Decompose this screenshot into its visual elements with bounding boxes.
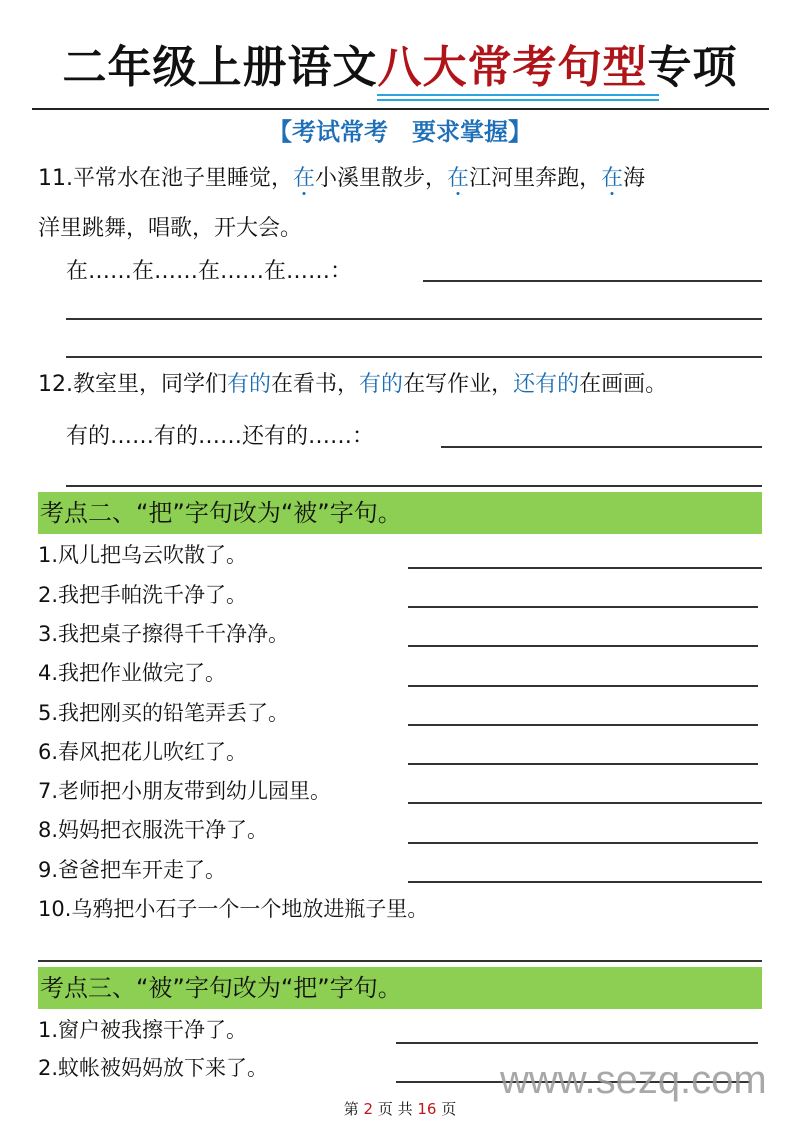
emphasis-word: 还有的 — [513, 372, 580, 397]
answer-line[interactable] — [66, 485, 762, 487]
section-2-header: 考点二、“把”字句改为“被”字句。 — [38, 492, 762, 534]
title-prefix: 二年级上册语文 — [62, 42, 378, 93]
answer-line[interactable] — [396, 1042, 758, 1044]
section-3-item-1: 1.窗户被我擦干净了。 — [38, 1018, 248, 1042]
title-double-underline — [377, 94, 659, 101]
footer-text: 页 — [441, 1100, 457, 1118]
answer-line[interactable] — [66, 318, 762, 320]
answer-line[interactable] — [408, 606, 758, 608]
answer-line[interactable] — [408, 567, 762, 569]
answer-line[interactable] — [408, 645, 758, 647]
emphasis-dot-icon — [611, 192, 614, 195]
section-2-item-4: 4.我把作业做完了。 — [38, 661, 227, 685]
answer-line[interactable] — [66, 356, 762, 358]
answer-line[interactable] — [408, 724, 758, 726]
answer-line[interactable] — [408, 763, 758, 765]
watermark: www.sezq.com — [500, 1058, 767, 1102]
question-number: 11. — [38, 166, 73, 191]
text: 在看书， — [271, 372, 360, 397]
section-2-item-7: 7.老师把小朋友带到幼儿园里。 — [38, 779, 332, 803]
question-11-line1 — [38, 162, 645, 196]
page-title — [0, 38, 800, 98]
text: 平常水在池子里睡觉， — [73, 166, 294, 191]
text: 在写作业， — [403, 372, 514, 397]
answer-line[interactable] — [408, 842, 758, 844]
section-2-item-10: 10.乌鸦把小石子一个一个地放进瓶子里。 — [38, 897, 429, 921]
emphasis-word: 在 — [293, 166, 315, 191]
footer-text: 页 共 — [377, 1100, 413, 1118]
answer-line[interactable] — [408, 802, 762, 804]
question-number: 12. — [38, 372, 73, 397]
answer-line[interactable] — [423, 280, 762, 282]
text: 教室里，同学们 — [73, 372, 228, 397]
answer-line[interactable] — [408, 685, 758, 687]
footer-text: 第 — [343, 1100, 359, 1118]
emphasis-word: 在 — [447, 166, 469, 191]
answer-line[interactable] — [408, 881, 762, 883]
text: 小溪里散步， — [315, 166, 448, 191]
section-2-item-1: 1.风儿把乌云吹散了。 — [38, 543, 248, 567]
page-footer — [0, 1098, 800, 1119]
question-12-pattern: 有的……有的……还有的……： — [66, 424, 375, 449]
emphasis-word: 在 — [601, 166, 623, 191]
section-2-item-2: 2.我把手帕洗千净了。 — [38, 583, 248, 607]
section-2-item-3: 3.我把桌子擦得千千净净。 — [38, 622, 290, 646]
question-12-line — [38, 368, 667, 402]
section-2-item-9: 9.爸爸把车开走了。 — [38, 858, 227, 882]
header-divider — [32, 108, 769, 110]
title-suffix: 专项 — [647, 42, 738, 93]
text: 江河里奔跑， — [469, 166, 602, 191]
section-2-item-8: 8.妈妈把衣服洗干净了。 — [38, 818, 269, 842]
title-highlight: 八大常考句型 — [377, 42, 648, 93]
emphasis-word: 有的 — [359, 372, 404, 397]
section-2-item-5: 5.我把刚买的铅笔弄丢了。 — [38, 701, 290, 725]
answer-line[interactable] — [441, 446, 762, 448]
section-2-item-6: 6.春风把花儿吹红了。 — [38, 740, 248, 764]
emphasis-word: 有的 — [227, 372, 272, 397]
emphasis-dot-icon — [303, 192, 306, 195]
question-11-line2: 洋里跳舞，唱歌，开大会。 — [38, 216, 303, 241]
section-3-item-2: 2.蚊帐被妈妈放下来了。 — [38, 1056, 269, 1080]
subtitle: 【考试常考 要求掌握】 — [268, 118, 532, 146]
emphasis-dot-icon — [457, 192, 460, 195]
current-page-number: 2 — [363, 1100, 374, 1118]
text: 海 — [623, 166, 646, 191]
total-pages-number: 16 — [417, 1100, 437, 1118]
section-3-header: 考点三、“被”字句改为“把”字句。 — [38, 967, 762, 1009]
question-11-pattern: 在……在……在……在……： — [66, 259, 353, 284]
text: 在画画。 — [579, 372, 668, 397]
answer-line[interactable] — [38, 960, 762, 962]
